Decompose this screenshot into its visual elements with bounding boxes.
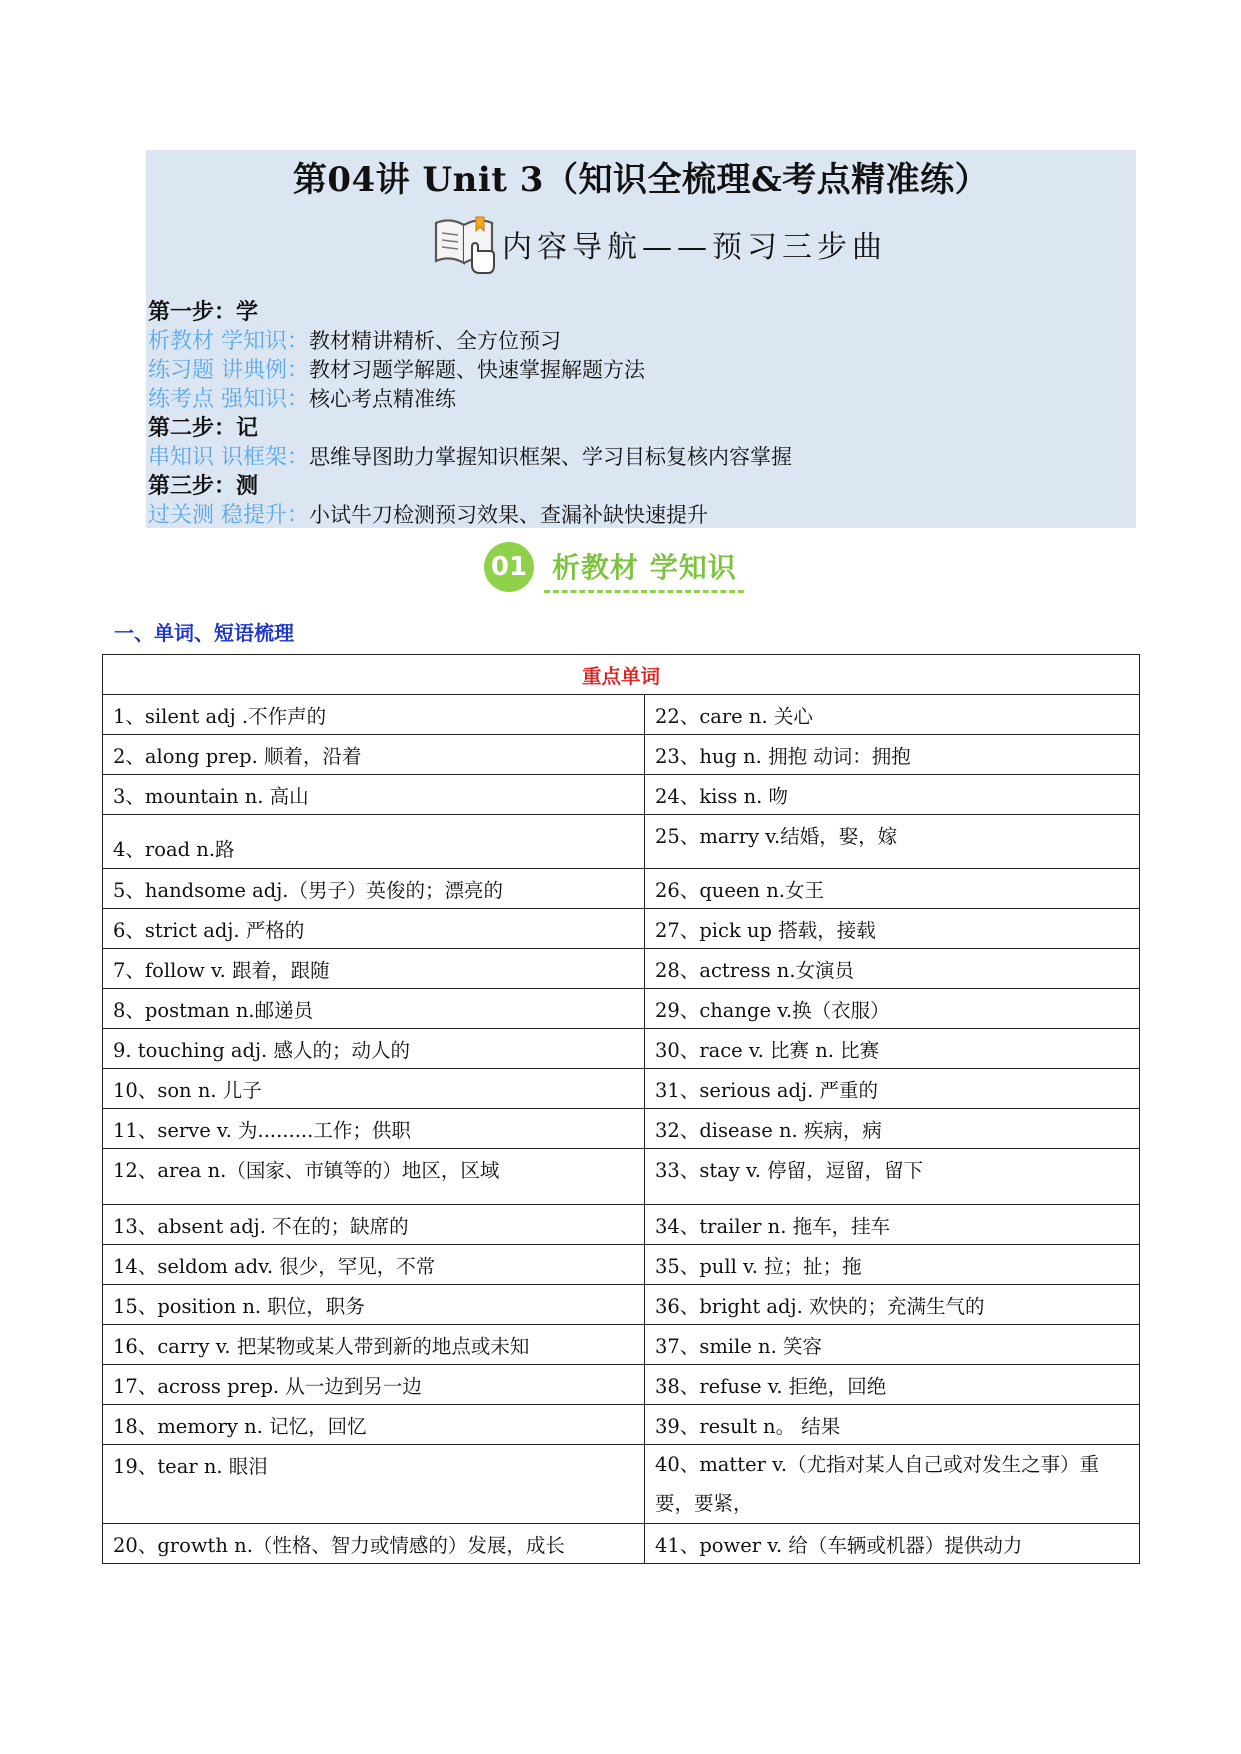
table-cell: 38、refuse v. 拒绝，回绝 xyxy=(645,1365,1140,1405)
step-desc: 思维导图助力掌握知识框架、学习目标复核内容掌握 xyxy=(309,445,792,469)
table-row xyxy=(103,815,1140,869)
table-row xyxy=(103,909,1140,949)
table-cell: 28、actress n.女演员 xyxy=(645,949,1140,989)
table-row xyxy=(103,695,1140,735)
table-cell: 25、marry v.结婚，娶，嫁 xyxy=(645,815,1140,869)
table-cell: 1、silent adj .不作声的 xyxy=(103,695,645,735)
table-row xyxy=(103,735,1140,775)
step-item xyxy=(148,443,792,472)
nav-title: 内容导航——预习三步曲 xyxy=(502,230,887,265)
vocab-subheading: 一、单词、短语梳理 xyxy=(114,621,294,645)
table-cell: 13、absent adj. 不在的；缺席的 xyxy=(103,1205,645,1245)
table-cell: 32、disease n. 疾病，病 xyxy=(645,1109,1140,1149)
table-cell: 17、across prep. 从一边到另一边 xyxy=(103,1365,645,1405)
table-cell: 23、hug n. 拥抱 动词：拥抱 xyxy=(645,735,1140,775)
step-desc: 核心考点精准练 xyxy=(309,387,456,411)
section-number-badge: 01 xyxy=(484,542,534,592)
table-row xyxy=(103,1069,1140,1109)
table-cell: 27、pick up 搭载，接载 xyxy=(645,909,1140,949)
step-label: 练习题 讲典例： xyxy=(148,358,309,383)
table-row xyxy=(103,1029,1140,1069)
section-underline xyxy=(544,590,744,593)
step-label: 练考点 强知识： xyxy=(148,387,309,412)
step-item xyxy=(148,385,792,414)
table-row xyxy=(103,1524,1140,1564)
table-cell: 39、result n。 结果 xyxy=(645,1405,1140,1445)
step-desc: 小试牛刀检测预习效果、查漏补缺快速提升 xyxy=(309,503,708,527)
vocab-table xyxy=(102,654,1140,1564)
table-cell: 4、road n.路 xyxy=(103,815,645,869)
table-header: 重点单词 xyxy=(103,655,1140,695)
table-row xyxy=(103,1285,1140,1325)
step-three-heading: 第三步：测 xyxy=(148,473,259,499)
table-cell: 36、bright adj. 欢快的；充满生气的 xyxy=(645,1285,1140,1325)
table-cell: 37、smile n. 笑容 xyxy=(645,1325,1140,1365)
step-two-heading: 第二步：记 xyxy=(148,415,259,441)
table-header-row xyxy=(103,655,1140,695)
book-hand-icon xyxy=(432,213,498,275)
table-row xyxy=(103,1205,1140,1245)
table-row xyxy=(103,1365,1140,1405)
table-cell: 24、kiss n. 吻 xyxy=(645,775,1140,815)
table-cell: 26、queen n.女王 xyxy=(645,869,1140,909)
step-desc: 教材习题学解题、快速掌握解题方法 xyxy=(309,358,645,382)
section-title: 析教材 学知识 xyxy=(552,551,737,584)
table-cell: 22、care n. 关心 xyxy=(645,695,1140,735)
table-row xyxy=(103,1445,1140,1524)
table-cell: 9. touching adj. 感人的；动人的 xyxy=(103,1029,645,1069)
table-cell: 16、carry v. 把某物或某人带到新的地点或未知 xyxy=(103,1325,645,1365)
table-cell: 5、handsome adj.（男子）英俊的；漂亮的 xyxy=(103,869,645,909)
table-row xyxy=(103,949,1140,989)
step-one-heading: 第一步：学 xyxy=(148,299,259,325)
table-cell: 31、serious adj. 严重的 xyxy=(645,1069,1140,1109)
table-cell: 12、area n.（国家、市镇等的）地区，区域 xyxy=(103,1149,645,1205)
table-cell: 8、postman n.邮递员 xyxy=(103,989,645,1029)
page-title: 第04讲 Unit 3（知识全梳理&考点精准练） xyxy=(292,160,990,200)
steps-list xyxy=(148,298,792,530)
table-row xyxy=(103,869,1140,909)
table-cell: 35、pull v. 拉；扯；拖 xyxy=(645,1245,1140,1285)
table-cell: 10、son n. 儿子 xyxy=(103,1069,645,1109)
table-cell: 3、mountain n. 高山 xyxy=(103,775,645,815)
table-cell: 33、stay v. 停留，逗留，留下 xyxy=(645,1149,1140,1205)
table-cell: 6、strict adj. 严格的 xyxy=(103,909,645,949)
table-row xyxy=(103,1149,1140,1205)
table-row xyxy=(103,775,1140,815)
step-label: 串知识 识框架： xyxy=(148,445,309,470)
table-cell: 2、along prep. 顺着，沿着 xyxy=(103,735,645,775)
table-row xyxy=(103,1109,1140,1149)
table-cell: 41、power v. 给（车辆或机器）提供动力 xyxy=(645,1524,1140,1564)
table-cell: 30、race v. 比赛 n. 比赛 xyxy=(645,1029,1140,1069)
step-item xyxy=(148,501,792,530)
table-row xyxy=(103,1325,1140,1365)
table-cell: 7、follow v. 跟着，跟随 xyxy=(103,949,645,989)
step-item xyxy=(148,356,792,385)
table-cell: 20、growth n.（性格、智力或情感的）发展，成长 xyxy=(103,1524,645,1564)
table-cell: 18、memory n. 记忆，回忆 xyxy=(103,1405,645,1445)
table-cell: 11、serve v. 为.........工作；供职 xyxy=(103,1109,645,1149)
step-desc: 教材精讲精析、全方位预习 xyxy=(309,329,561,353)
table-cell: 15、position n. 职位，职务 xyxy=(103,1285,645,1325)
step-label: 析教材 学知识： xyxy=(148,329,309,354)
table-cell: 14、seldom adv. 很少，罕见，不常 xyxy=(103,1245,645,1285)
table-cell: 29、change v.换（衣服） xyxy=(645,989,1140,1029)
table-cell: 40、matter v.（尤指对某人自己或对发生之事）重要，要紧， xyxy=(645,1445,1140,1524)
table-cell: 34、trailer n. 拖车，挂车 xyxy=(645,1205,1140,1245)
step-label: 过关测 稳提升： xyxy=(148,503,309,528)
table-row xyxy=(103,1245,1140,1285)
content-navigation xyxy=(432,212,887,276)
table-row xyxy=(103,989,1140,1029)
table-row xyxy=(103,1405,1140,1445)
section-banner xyxy=(484,540,764,600)
table-cell: 19、tear n. 眼泪 xyxy=(103,1445,645,1524)
step-item xyxy=(148,327,792,356)
